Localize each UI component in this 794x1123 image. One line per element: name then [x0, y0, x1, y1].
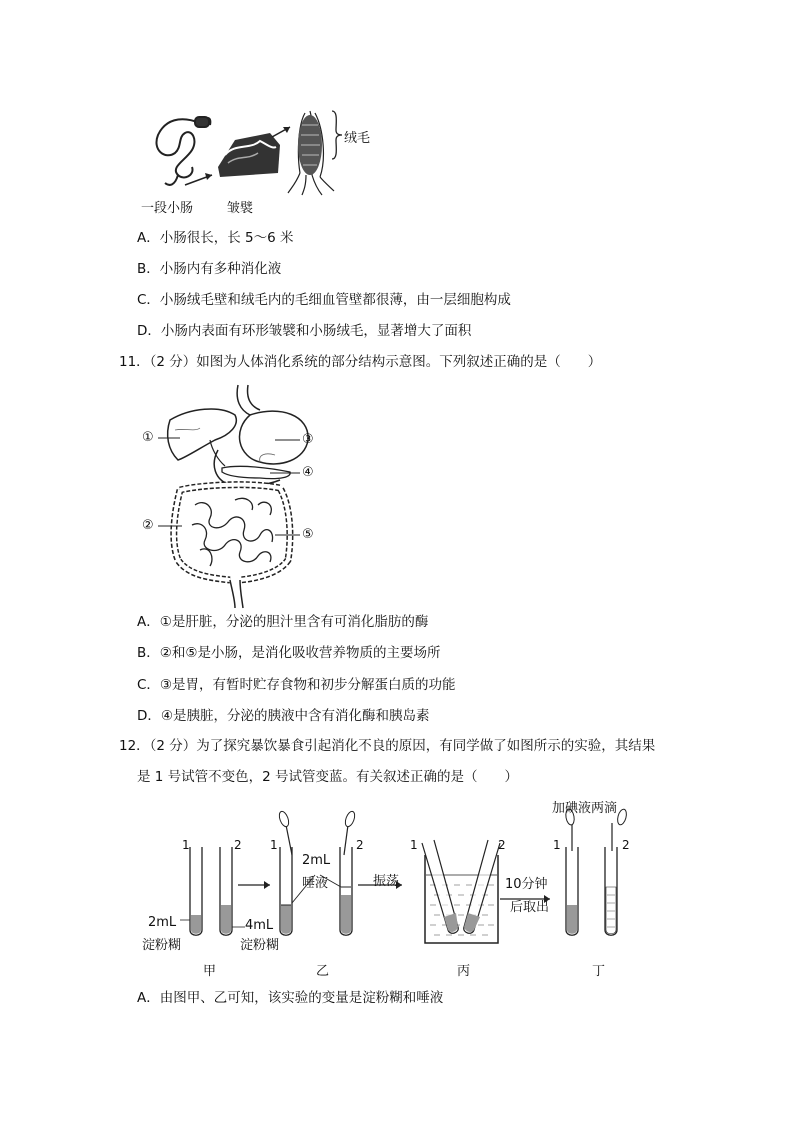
- starch-2ml-amount: 2mL: [148, 915, 177, 930]
- bing-tube1-number: 1: [410, 838, 418, 852]
- time-label: 10分钟: [505, 877, 548, 892]
- stage-ding: 丁: [592, 964, 606, 979]
- marker-5: ⑤: [302, 527, 314, 542]
- ding-tube2-number: 2: [622, 838, 630, 852]
- q11-option-d: D．④是胰脏，分泌的胰液中含有消化酶和胰岛素: [137, 708, 430, 724]
- yi-tube2-number: 2: [356, 838, 364, 852]
- q10-option-a: A．小肠很长，长 5～6 米: [137, 230, 294, 246]
- jia-tube1-number: 1: [182, 838, 190, 852]
- digestive-system-figure: [140, 380, 340, 610]
- tube-yi-1: [278, 810, 292, 935]
- small-intestine-coils: [192, 498, 273, 566]
- starch-2ml-name: 淀粉糊: [142, 938, 182, 953]
- fold-block-drawing: [218, 133, 280, 177]
- experiment-figure: [140, 795, 650, 985]
- saliva-amount-label: 2mL: [302, 853, 331, 868]
- take-out-label: 后取出: [510, 900, 550, 915]
- stage-yi: 乙: [316, 964, 330, 979]
- q11-option-b: B．②和⑤是小肠，是消化吸收营养物质的主要场所: [137, 645, 441, 661]
- liver-drawing: [168, 409, 237, 460]
- yi-tube1-number: 1: [270, 838, 278, 852]
- pancreas-drawing: [222, 466, 290, 478]
- ding-tube1-number: 1: [553, 838, 561, 852]
- intestine-segment-drawing: [156, 117, 210, 185]
- starch-4ml-name: 淀粉糊: [240, 938, 280, 953]
- marker-3: ③: [302, 432, 314, 447]
- q10-option-d: D．小肠内表面有环形皱襞和小肠绒毛，显著增大了面积: [137, 323, 472, 339]
- jia-tube2-number: 2: [234, 838, 242, 852]
- stage-bing: 丙: [457, 964, 471, 979]
- iodine-label: 加碘液两滴: [552, 801, 618, 816]
- q11-option-c: C．③是胃，有暂时贮存食物和初步分解蛋白质的功能: [137, 677, 456, 693]
- q11-stem: 11．（2 分）如图为人体消化系统的部分结构示意图。下列叙述正确的是（ ）: [119, 354, 602, 370]
- villi-label: 绒毛: [344, 131, 371, 146]
- stage-jia: 甲: [203, 964, 217, 979]
- small-intestine-label: 一段小肠: [141, 201, 194, 216]
- saliva-name-label: 唾液: [302, 876, 329, 891]
- tube-jia-1: [190, 847, 202, 935]
- fold-label: 皱襞: [227, 201, 254, 216]
- q10-option-c: C．小肠绒毛壁和绒毛内的毛细血管壁都很薄，由一层细胞构成: [137, 292, 511, 308]
- q10-option-b: B．小肠内有多种消化液: [137, 261, 282, 277]
- marker-1: ①: [142, 430, 154, 445]
- villi-brace: [332, 111, 342, 159]
- starch-4ml-amount: 4mL: [245, 918, 274, 933]
- beaker-bing: [422, 840, 500, 943]
- shake-label: 振荡: [373, 874, 400, 889]
- tube-ding-1: [565, 808, 578, 935]
- tube-jia-2: [220, 847, 232, 935]
- marker-2: ②: [142, 518, 154, 533]
- tube-yi-2: [340, 810, 356, 935]
- esophagus-drawing: [237, 385, 260, 415]
- stomach-drawing: [239, 411, 308, 464]
- tube-ding-2: [605, 808, 628, 935]
- q12-stem-line1: 12．（2 分）为了探究暴饮暴食引起消化不良的原因，有同学做了如图所示的实验，其结果: [119, 738, 656, 754]
- small-intestine-figure: [140, 105, 380, 200]
- marker-4: ④: [302, 465, 314, 480]
- bing-tube2-number: 2: [498, 838, 506, 852]
- q12-stem-line2: 是 1 号试管不变色，2 号试管变蓝。有关叙述正确的是（ ）: [137, 769, 519, 785]
- large-intestine-drawing: [174, 485, 290, 580]
- villi-drawing: [288, 111, 334, 195]
- q12-option-a: A．由图甲、乙可知，该实验的变量是淀粉糊和唾液: [137, 990, 444, 1006]
- q11-option-a: A．①是肝脏，分泌的胆汁里含有可消化脂肪的酶: [137, 614, 429, 630]
